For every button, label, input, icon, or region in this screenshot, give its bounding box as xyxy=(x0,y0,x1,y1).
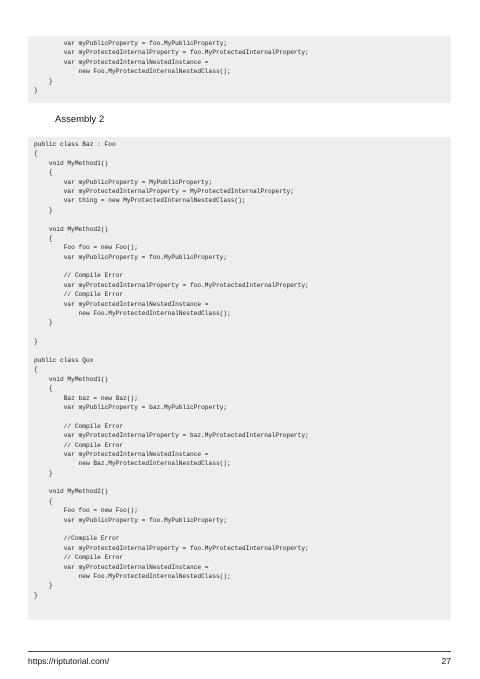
code-line: void MyMethod1() xyxy=(34,375,109,383)
code-line: // Compile Error xyxy=(34,291,124,299)
code-line: } xyxy=(34,338,38,346)
code-line: } xyxy=(34,591,38,599)
code-block-continuation xyxy=(28,36,451,103)
code-line: // Compile Error xyxy=(34,422,124,430)
code-line: { xyxy=(34,497,53,505)
code-block-assembly-2 xyxy=(28,137,451,620)
code-line: var myPublicProperty = baz.MyPublicProperty; xyxy=(34,403,228,411)
code-line: void MyMethod2() xyxy=(34,488,109,496)
code-line: var myPublicProperty = foo.MyPublicProperty; xyxy=(34,40,228,47)
code-line xyxy=(34,525,451,534)
code-line: } xyxy=(34,319,53,327)
code-line: } xyxy=(34,206,53,214)
code-line: var myProtectedInternalProperty = foo.MyProtectedInternalProperty; xyxy=(34,544,309,552)
code-line xyxy=(34,347,451,356)
code-line: var myProtectedInternalNestedInstance = xyxy=(34,58,209,66)
code-line: void MyMethod1() xyxy=(34,159,109,167)
code-line: { xyxy=(34,366,38,374)
code-line: // Compile Error xyxy=(34,554,124,562)
code-line: var myPublicProperty = foo.MyPublicProperty; xyxy=(34,253,228,261)
code-line: var myPublicProperty = foo.MyPublicProperty; xyxy=(34,516,228,524)
code-line xyxy=(34,215,451,224)
code-line xyxy=(34,478,451,487)
code-line xyxy=(34,412,451,421)
code-line: } xyxy=(34,582,53,590)
code-line: var myPublicProperty = MyPublicProperty; xyxy=(34,178,213,186)
code-line: // Compile Error xyxy=(34,441,124,449)
code-line: Foo foo = new Foo(); xyxy=(34,244,138,252)
page-number: 27 xyxy=(441,656,451,666)
code-line: Baz baz = new Baz(); xyxy=(34,394,138,402)
code-line: public class Baz : Foo xyxy=(34,141,116,148)
code-line: new Baz.MyProtectedInternalNestedClass(); xyxy=(34,460,231,468)
code-line: } xyxy=(34,469,53,477)
section-heading: Assembly 2 xyxy=(55,114,105,125)
code-line: var myProtectedInternalProperty = baz.MyProtectedInternalProperty; xyxy=(34,432,309,440)
code-line: { xyxy=(34,234,53,242)
code-line: //Compile Error xyxy=(34,535,120,543)
code-line: var myProtectedInternalNestedInstance = xyxy=(34,450,209,458)
code-line: var myProtectedInternalProperty = MyProtectedInternalProperty; xyxy=(34,187,294,195)
code-line xyxy=(34,262,451,271)
footer-divider xyxy=(28,651,451,652)
code-line: var myProtectedInternalNestedInstance = xyxy=(34,563,209,571)
code-line xyxy=(34,328,451,337)
code-line: Foo foo = new Foo(); xyxy=(34,507,138,515)
code-line: void MyMethod2() xyxy=(34,225,109,233)
code-line: { xyxy=(34,150,38,158)
code-line: new Foo.MyProtectedInternalNestedClass(); xyxy=(34,572,231,580)
code-line: } xyxy=(34,86,38,94)
code-line: var myProtectedInternalNestedInstance = xyxy=(34,300,209,308)
code-line: public class Qux xyxy=(34,356,94,364)
code-line: // Compile Error xyxy=(34,272,124,280)
footer-url[interactable]: https://riptutorial.com/ xyxy=(28,656,110,666)
code-line: var thing = new MyProtectedInternalNestedClass(); xyxy=(34,197,246,205)
code-line: new Foo.MyProtectedInternalNestedClass(); xyxy=(34,310,231,318)
code-line: { xyxy=(34,169,53,177)
code-line: { xyxy=(34,385,53,393)
code-line: var myProtectedInternalProperty = foo.MyProtectedInternalProperty; xyxy=(34,281,309,289)
code-line: } xyxy=(34,77,53,85)
code-line: new Foo.MyProtectedInternalNestedClass(); xyxy=(34,68,231,76)
code-line: var myProtectedInternalProperty = foo.MyProtectedInternalProperty; xyxy=(34,49,309,57)
